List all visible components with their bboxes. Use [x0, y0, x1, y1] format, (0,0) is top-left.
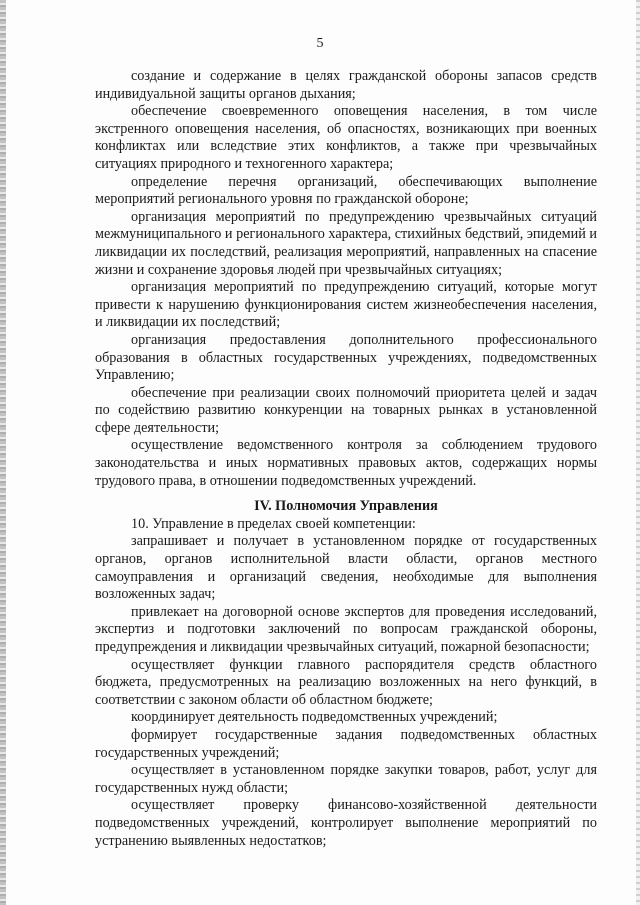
scan-edge-right	[636, 0, 640, 905]
section-heading: IV. Полномочия Управления	[254, 498, 438, 515]
page-number: 5	[316, 36, 324, 51]
scan-edge-left	[0, 0, 6, 905]
paragraph: осуществляет функции главного распорядителя средств областного бюджета, предусмотренных на реализацию возложенных на него функций, в соответствии с законом области об областном бюджете;	[95, 656, 597, 708]
paragraph: 10. Управление в пределах своей компетенции:	[131, 515, 416, 532]
paragraph: привлекает на договорной основе экспертов для проведения исследований, экспертиз и подготовки заключений по вопросам гражданской обороны, предупреждения и ликвидации чрезвычайных ситуаций, пожарной безопасности;	[95, 603, 597, 655]
paragraph: организация мероприятий по предупреждению чрезвычайных ситуаций межмуниципального и регионального характера, стихийных бедствий, эпидемий и ликвидации их последствий, реализация мероприятий, направленных на спасение жизни и сохранение здоровья людей при чрезвычайных ситуациях;	[95, 208, 597, 278]
paragraph: обеспечение при реализации своих полномочий приоритета целей и задач по содействию развитию конкуренции на товарных рынках в установленной сфере деятельности;	[95, 384, 597, 436]
paragraph: запрашивает и получает в установленном порядке от государственных органов, органов исполнительной власти области, органов местного самоуправления и организаций сведения, необходимые для выполнения возложенных задач;	[95, 533, 597, 603]
document-body	[95, 68, 597, 850]
paragraph: определение перечня организаций, обеспечивающих выполнение мероприятий регионального уровня по гражданской обороне;	[95, 173, 597, 208]
paragraph: организация предоставления дополнительного профессионального образования в областных государственных учреждениях, подведомственных Управлению;	[95, 331, 597, 384]
paragraph: осуществление ведомственного контроля за соблюдением трудового законодательства и иных нормативных правовых актов, содержащих нормы трудового права, в отношении подведомственных учреждений.	[95, 437, 597, 489]
paragraph: организация мероприятий по предупреждению ситуаций, которые могут привести к нарушению функционирования систем жизнеобеспечения населения, и ликвидации их последствий;	[95, 279, 597, 331]
paragraph: координирует деятельность подведомственных учреждений;	[131, 709, 498, 726]
paragraph: создание и содержание в целях гражданской обороны запасов средств индивидуальной защиты органов дыхания;	[95, 68, 597, 102]
paragraph: обеспечение своевременного оповещения населения, в том числе экстренного оповещения населения, об опасностях, возникающих при военных конфликтах или вследствие этих конфликтов, а также при чрезвычайных ситуациях природного и техногенного характера;	[95, 103, 597, 172]
paragraph: осуществляет проверку финансово-хозяйственной деятельности подведомственных учреждений, контролирует выполнение мероприятий по устранению выявленных недостатков;	[95, 797, 597, 849]
paragraph: осуществляет в установленном порядке закупки товаров, работ, услуг для государственных нужд области;	[95, 762, 597, 796]
paragraph: формирует государственные задания подведомственных областных государственных учреждений;	[95, 726, 597, 761]
